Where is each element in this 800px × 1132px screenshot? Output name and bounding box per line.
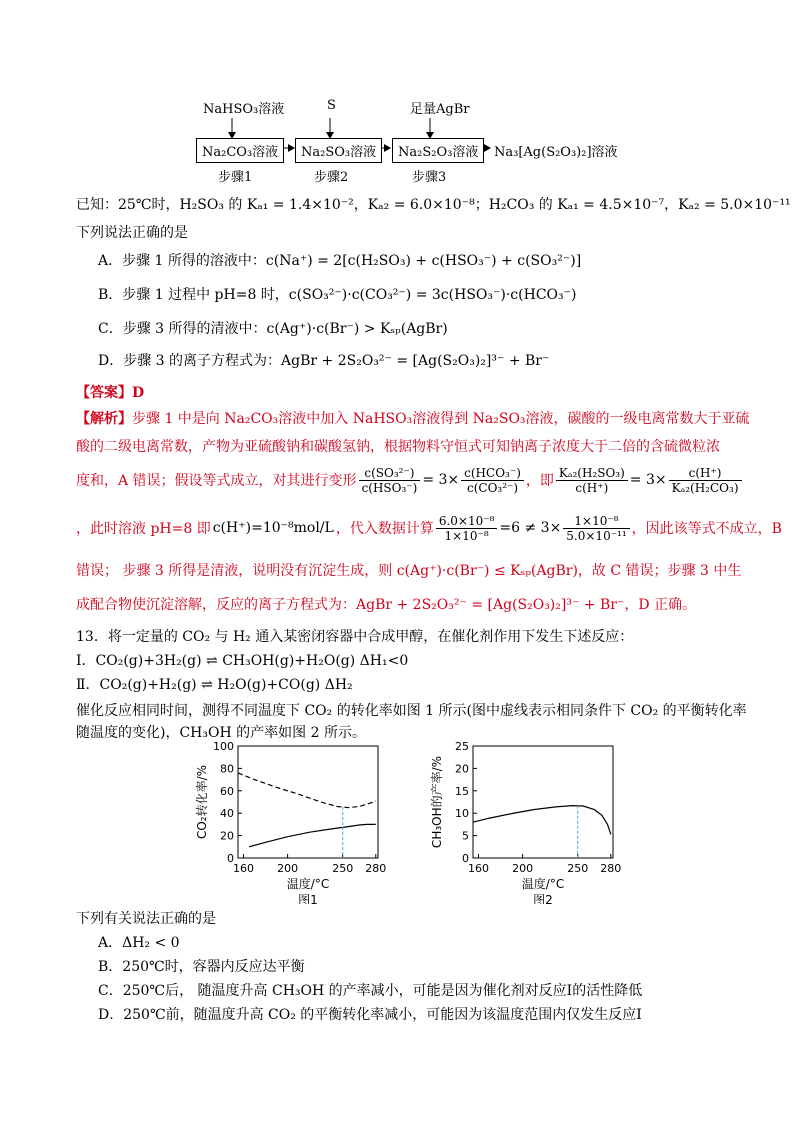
fraction-3 xyxy=(556,466,628,495)
y-tick-label: 60 xyxy=(220,784,234,798)
plot-frame xyxy=(238,746,378,858)
y-axis-label: CH₃OH的产率/% xyxy=(430,755,444,849)
y-tick-label: 5 xyxy=(462,829,469,843)
figure-caption: 图1 xyxy=(298,893,318,904)
q12-option-d: D．步骤 3 的离子方程式为：AgBr + 2S₂O₃²⁻ = [Ag(S₂O₃)₂]³⁻ + Br⁻ xyxy=(98,353,550,369)
fraction-2-den: c(CO₃²⁻) xyxy=(466,480,519,495)
fraction-1-num: c(SO₃²⁻) xyxy=(359,466,421,481)
analysis-line-3 xyxy=(76,460,744,500)
equilibrium-curve xyxy=(238,773,376,808)
analysis-text-3d: = 3× xyxy=(629,472,667,488)
step-1-label: 步骤1 xyxy=(218,170,253,185)
q13-desc-2: 随温度的变化)，CH₃OH 的产率如图 2 所示。 xyxy=(76,725,366,741)
analysis-line-4 xyxy=(76,508,782,548)
q13-reaction-1: Ⅰ．CO₂(g)+3H₂(g) ⇌ CH₃OH(g)+H₂O(g) ΔH₁<0 xyxy=(76,653,409,669)
figure-1-chart xyxy=(180,738,390,904)
y-tick-label: 10 xyxy=(455,807,469,821)
figure-2-chart xyxy=(415,738,625,904)
fraction-5-num: 6.0×10⁻⁸ xyxy=(436,514,498,529)
analysis-text-4a: ，此时溶液 pH=8 即 xyxy=(76,521,211,537)
answer-label: 【答案】D xyxy=(76,385,145,401)
step-3-label: 步骤3 xyxy=(412,170,447,185)
q13-option-a: A．ΔH₂ < 0 xyxy=(98,935,180,951)
plot-frame xyxy=(473,746,613,858)
fraction-3-den: c(H⁺) xyxy=(575,480,609,495)
reagent-1: NaHSO₃溶液 xyxy=(203,102,285,117)
fraction-1 xyxy=(359,466,421,495)
q12-option-b: B．步骤 1 过程中 pH=8 时，c(SO₃²⁻)·c(CO₃²⁻) = 3c(HSO₃⁻)·c(HCO₃⁻) xyxy=(98,287,577,303)
known-constants: 已知：25℃时，H₂SO₃ 的 Kₐ₁ = 1.4×10⁻²，Kₐ₂ = 6.0×10⁻⁸；H₂CO₃ 的 Kₐ₁ = 4.5×10⁻⁷，Kₐ₂ = 5.0×10⁻¹¹ xyxy=(76,197,791,213)
q13-reaction-2: Ⅱ．CO₂(g)+H₂(g) ⇌ H₂O(g)+CO(g) ΔH₂ xyxy=(76,677,353,693)
step-2-label: 步骤2 xyxy=(314,170,349,185)
analysis-text-1: 步骤 1 中是向 Na₂CO₃溶液中加入 NaHSO₃溶液得到 Na₂SO₃溶液，碳酸的一级电离常数大于亚硫 xyxy=(132,411,750,427)
analysis-line-5: 错误； 步骤 3 所得是清液，说明没有沉淀生成，则 c(Ag⁺)·c(Br⁻) ≤ Kₛₚ(AgBr)，故 C 错误；步骤 3 中生 xyxy=(76,563,742,579)
y-tick-label: 15 xyxy=(455,784,469,798)
y-tick-label: 0 xyxy=(462,852,469,865)
q13-option-c: C．250℃后， 随温度升高 CH₃OH 的产率减小，可能是因为催化剂对反应Ⅰ的活性降低 xyxy=(98,983,643,999)
fraction-6 xyxy=(563,514,629,543)
q13-stem: 下列有关说法正确的是 xyxy=(76,911,216,927)
y-tick-label: 0 xyxy=(227,852,234,865)
q12-option-c: C．步骤 3 所得的清液中：c(Ag⁺)·c(Br⁻) > Kₛₚ(AgBr) xyxy=(98,321,448,337)
analysis-line-2: 酸的二级电离常数，产物为亚硫酸钠和碳酸氢钠，根据物料守恒式可知钠离子浓度大于二倍的含硫微粒浓 xyxy=(76,439,720,455)
flow-box-1: Na₂CO₃溶液 xyxy=(196,138,284,163)
x-tick-label: 250 xyxy=(332,862,354,875)
q12-stem: 下列说法正确的是 xyxy=(76,225,188,241)
fraction-4 xyxy=(669,466,742,495)
fraction-2-num: c(HCO₃⁻) xyxy=(461,466,524,481)
analysis-text-3c: ，即 xyxy=(525,473,554,489)
analysis-text-4e: ，因此该等式不成立，B xyxy=(631,521,782,537)
y-axis-label: CO₂转化率/% xyxy=(195,764,209,840)
analysis-text-3a: 度和，A 错误；假设等式成立，对其进行变形 xyxy=(76,473,357,489)
figure-caption: 图2 xyxy=(533,893,553,904)
x-tick-label: 160 xyxy=(233,862,255,875)
x-axis-label: 温度/°C xyxy=(286,877,330,891)
measured-curve xyxy=(473,806,611,835)
analysis-line-1 xyxy=(76,408,750,428)
reagent-2: S xyxy=(327,98,336,113)
q13-intro: 13．将一定量的 CO₂ 与 H₂ 通入某密闭容器中合成甲醇，在催化剂作用下发生下述反应： xyxy=(76,629,634,645)
analysis-text-3b: = 3× xyxy=(422,472,460,488)
y-tick-label: 80 xyxy=(220,762,234,776)
x-tick-label: 200 xyxy=(277,862,299,875)
fraction-6-num: 1×10⁻⁸ xyxy=(563,514,629,529)
x-tick-label: 280 xyxy=(600,862,622,875)
fraction-1-den: c(HSO₃⁻) xyxy=(361,480,418,495)
y-tick-label: 20 xyxy=(220,829,234,843)
q13-option-b: B．250℃时，容器内反应达平衡 xyxy=(98,959,305,975)
analysis-text-4c: ，代入数据计算 xyxy=(335,521,434,537)
reagent-3: 足量AgBr xyxy=(410,102,470,117)
analysis-text-4b: c(H⁺)=10⁻⁸mol/L xyxy=(212,520,334,536)
x-tick-label: 160 xyxy=(468,862,490,875)
fraction-4-den: Kₐ₂(H₂CO₃) xyxy=(671,480,739,495)
fraction-4-num: c(H⁺) xyxy=(669,466,742,481)
x-tick-label: 250 xyxy=(567,862,589,875)
y-tick-label: 100 xyxy=(213,740,234,753)
fraction-3-num: Kₐ₂(H₂SO₃) xyxy=(556,466,628,481)
flow-box-3: Na₂S₂O₃溶液 xyxy=(392,138,484,163)
q12-option-a: A．步骤 1 所得的溶液中：c(Na⁺) = 2[c(H₂SO₃) + c(HSO₃⁻) + c(SO₃²⁻)] xyxy=(98,253,582,269)
flow-product: Na₃[Ag(S₂O₃)₂]溶液 xyxy=(494,145,618,160)
analysis-label: 【解析】 xyxy=(76,411,132,427)
x-tick-label: 200 xyxy=(512,862,534,875)
fraction-2 xyxy=(461,466,524,495)
measured-curve xyxy=(249,824,376,846)
fraction-5-den: 1×10⁻⁸ xyxy=(444,528,489,543)
flow-box-2: Na₂SO₃溶液 xyxy=(295,138,382,163)
fraction-6-den: 5.0×10⁻¹¹ xyxy=(566,528,627,543)
y-tick-label: 20 xyxy=(455,762,469,776)
analysis-line-6: 成配合物使沉淀溶解，反应的离子方程式为：AgBr + 2S₂O₃²⁻ = [Ag(S₂O₃)₂]³⁻ + Br⁻，D 正确。 xyxy=(76,597,697,613)
fraction-5 xyxy=(436,514,498,543)
q13-desc-1: 催化反应相同时间，测得不同温度下 CO₂ 的转化率如图 1 所示(图中虚线表示相同条件下 CO₂ 的平衡转化率 xyxy=(76,703,747,719)
y-tick-label: 25 xyxy=(455,740,469,753)
y-tick-label: 40 xyxy=(220,807,234,821)
x-tick-label: 280 xyxy=(365,862,387,875)
q13-option-d: D．250℃前，随温度升高 CO₂ 的平衡转化率减小，可能因为该温度范围内仅发生反应Ⅰ xyxy=(98,1007,642,1023)
analysis-text-4d: =6 ≠ 3× xyxy=(499,520,562,536)
x-axis-label: 温度/°C xyxy=(521,877,565,891)
